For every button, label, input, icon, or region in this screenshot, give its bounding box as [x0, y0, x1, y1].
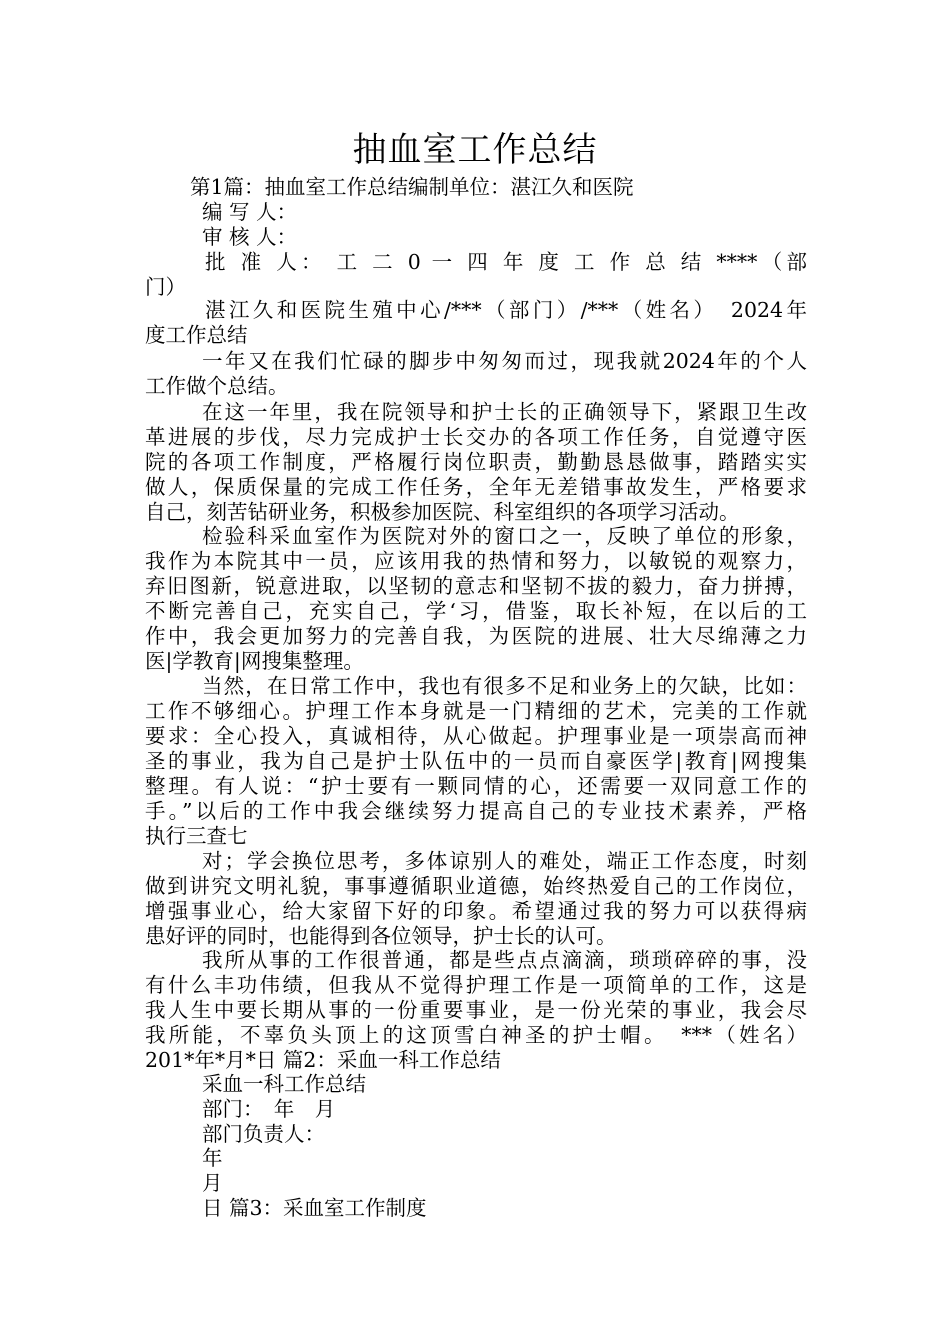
text-line: 采血一科工作总结 — [202, 1072, 366, 1096]
text-line: 我所能，不辜负头顶上的这顶雪白神圣的护士帽。 ***（姓名） — [145, 1023, 807, 1047]
text-line: 我作为本院其中一员，应该用我的热情和努力，以敏锐的观察力， — [145, 549, 807, 573]
text-line: 工作做个总结。 — [145, 374, 289, 398]
text-line: 增强事业心，给大家留下好的印象。希望通过我的努力可以获得病 — [145, 899, 807, 923]
text-line: 执行三查七 — [145, 824, 248, 848]
text-line: 编 写 人： — [202, 200, 298, 224]
document-title: 抽血室工作总结 — [352, 130, 598, 170]
text-line: 工作不够细心。护理工作本身就是一门精细的艺术，完美的工作就 — [145, 699, 807, 723]
text-line: 我人生中要长期从事的一份重要事业，是一份光荣的事业，我会尽 — [145, 998, 807, 1022]
text-line: 我所从事的工作很普通，都是些点点滴滴，琐琐碎碎的事，没 — [202, 948, 807, 972]
text-line: 弃旧图新，锐意进取，以坚韧的意志和坚韧不拔的毅力，奋力拼搏， — [145, 574, 807, 598]
text-line: 要求：全心投入，真诚相待，从心做起。护理事业是一项崇高而神 — [145, 724, 807, 748]
text-line: 当然，在日常工作中，我也有很多不足和业务上的欠缺，比如： — [202, 674, 807, 698]
text-line: 做人，保质保量的完成工作任务，全年无差错事故发生，严格要求 — [145, 475, 807, 499]
text-line: 部门： 年 月 — [202, 1097, 336, 1121]
text-line: 月 — [202, 1171, 223, 1195]
text-line: 湛江久和医院生殖中心/***（部门）/***（姓名） 2024年 — [205, 298, 807, 322]
text-line: 一年又在我们忙碌的脚步中匆匆而过，现我就2024年的个人 — [202, 349, 807, 373]
text-line: 门） — [145, 275, 186, 299]
text-line: 检验科采血室作为医院对外的窗口之一，反映了单位的形象， — [202, 524, 807, 548]
text-line: 部门负责人： — [202, 1122, 325, 1146]
text-line: 医|学教育|网搜集整理。 — [145, 649, 364, 673]
text-line: 在这一年里，我在院领导和护士长的正确领导下，紧跟卫生改 — [202, 400, 807, 424]
text-line: 有什么丰功伟绩，但我从不觉得护理工作是一项简单的工作，这是 — [145, 973, 807, 997]
text-line: 第1篇：抽血室工作总结编制单位：湛江久和医院 — [190, 175, 634, 199]
text-line: 日 篇3：采血室工作制度 — [202, 1196, 427, 1220]
text-line: 度工作总结 — [145, 323, 248, 347]
text-line: 不断完善自己，充实自己，学‘习，借鉴，取长补短，在以后的工 — [145, 599, 807, 623]
text-line: 院的各项工作制度，严格履行岗位职责，勤勤恳恳做事，踏踏实实 — [145, 450, 807, 474]
text-line: 批 准 人： 工 二 0 一 四 年 度 工 作 总 结 ****（部 — [205, 250, 807, 274]
text-line: 革进展的步伐，尽力完成护士长交办的各项工作任务，自觉遵守医 — [145, 425, 807, 449]
text-line: 圣的事业，我为自己是护士队伍中的一员而自豪医学|教育|网搜集 — [145, 749, 807, 773]
text-line: 201*年*月*日 篇2：采血一科工作总结 — [145, 1048, 501, 1072]
text-line: 自己，刻苦钻研业务，积极参加医院、科室组织的各项学习活动。 — [145, 500, 740, 524]
text-line: 手。”以后的工作中我会继续努力提高自己的专业技术素养，严格 — [145, 799, 807, 823]
text-line: 对；学会换位思考，多体谅别人的难处，端正工作态度，时刻 — [202, 849, 807, 873]
text-line: 审 核 人： — [202, 225, 298, 249]
text-line: 做到讲究文明礼貌，事事遵循职业道德，始终热爱自己的工作岗位， — [145, 874, 807, 898]
text-line: 作中，我会更加努力的完善自我，为医院的进展、壮大尽绵薄之力 — [145, 624, 807, 648]
text-line: 整理。有人说：“护士要有一颗同情的心，还需要一双同意工作的 — [145, 774, 807, 798]
text-line: 患好评的同时，也能得到各位领导，护士长的认可。 — [145, 924, 617, 948]
text-line: 年 — [202, 1146, 223, 1170]
